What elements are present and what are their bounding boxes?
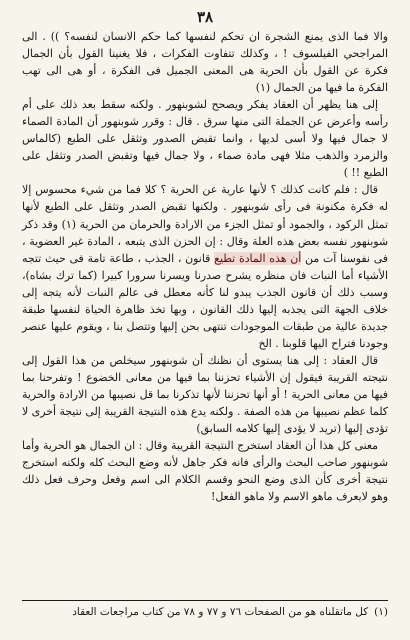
paragraph-4-text: قال العقاد : إلى هنا يستوى أن نظنك أن شوبنهور سيخلص من هذا القول إلى نتيجته القريبة فيقول إن الأشياء تحزننا بما فيها من معانى الخضوع ! وتفرحنا بما فيها من معانى الحرية ! أو أنها تحزننا لأنها تذكرنا بما قل نصيبها من الارادة والحرية كلما عظم نصيبها من هذه الصفة . ولكنه يدع هذه النتيجة القريبة إلى نتيجة أخرى لا تؤدى إليها (تريد لا يؤدى إليها كلامه السابق) [22,353,388,436]
page-body [22,28,388,505]
footnote [22,604,388,620]
paragraph-2-text: إلى هنا يظهر أن العقاد يفكر ويصحح لشوبنهور . ولكنه سقط بعد ذلك على أم رأسه وأعرض عن الجملة التى منها سرق . قال : وقرر شوبنهور أن المادة الصماء لا جمال فيها ولا أسى لديها ، وانما تقبض الصدور وتثقل على الطبع (كالماس والزمرد والذهب مثلا فهى مادة صماء ، ولا جمال فيها وتقبض الصدر وتثقل على الطبع !! ) [22,98,388,180]
paragraph-3-text-end: قانون ، الجذب ، طاعة تامة فى حيث تتجه الأشياء أما النبات فان منظره يشرح صدرنا ويسرنا سرورا كبيرا (كما ترك بشاه)، وسبب ذلك أن قانون الجذب يبدو لنا كأنه معطل فى عالم النبات لأنه يتجه إلى خلاف الجهة التى يجذبه إليها ذلك القانون ، وبها تخذ ظاهرة الحياة لنفسها طبقة جديدة عالية من طبقات الموجودات تنتهى بحن إليها وتتصل بنا ، ويقوم عليها عنصر وجودنا فتراح اليها قلوبنا . الخ [22,251,388,350]
paragraph-1-text: والا فما الذى يمنع الشجرة ان تحكم لنفسها كما حكم الانسان لنفسه؟ )) . الى المراجحي الفيلسوف ! ، وكذلك تتفاوت الفكرات ، فلا يغنينا القول بأن الجمال فكرة عن القول بأن الحرية هى المعنى الجميل فى الفكرة ، أو هى الى تهب الفكرة ما فيها من الجمال (١) [22,30,388,95]
paragraph-1 [22,28,388,96]
paragraph-5 [22,437,388,505]
paragraph-2 [22,96,388,181]
footnote-divider [22,600,388,601]
footnote-marker: (١) [374,606,388,618]
highlighted-phrase: أن هذه المادة تطيع [214,251,302,265]
paragraph-3-text-start: قال : فلم كانت كذلك ؟ لأنها عارية عن الحرية ؟ كلا فما من شيء محسوس إلا له فكرة مكنونة فى رأى شوبنهور . ولكنها تقبض الصدر وتثقل على الطبع لأنها تمثل الركود ، والجمود أو تمثل الجزء من الارادة والحرمان من الحرية (١) وقد ذكر شوبنهور نفسه بعض هذه العلة وقال : إن الحزن الذى يتبعه ، المادة غير العضوية ، فى نفوسنا آت من [22,183,389,265]
paragraph-5-text: معنى كل هذا أن العقاد استخرج النتيجة القريبة وقال : ان الجمال هو الحرية وأما شوبنهور صاحب البحث والرأى فانه فكر جاهل لأنه وضع البحث كله ولكنه استخرج نتيجة أخرى كأن الذى وضع النحو وقسم الكلام الى اسم وفعل وحرف فعل ذلك وهو لايعرف ماهو الاسم ولا ماهو الفعل! [22,439,388,504]
footnote-text: كل ماتقلناه هو من الصفحات ٧٦ و ٧٧ و ٧٨ من كتاب مراجعات العقاد [72,606,369,618]
page-number: ٣٨ [196,8,214,26]
paragraph-3 [22,181,388,351]
paragraph-4 [22,352,388,437]
